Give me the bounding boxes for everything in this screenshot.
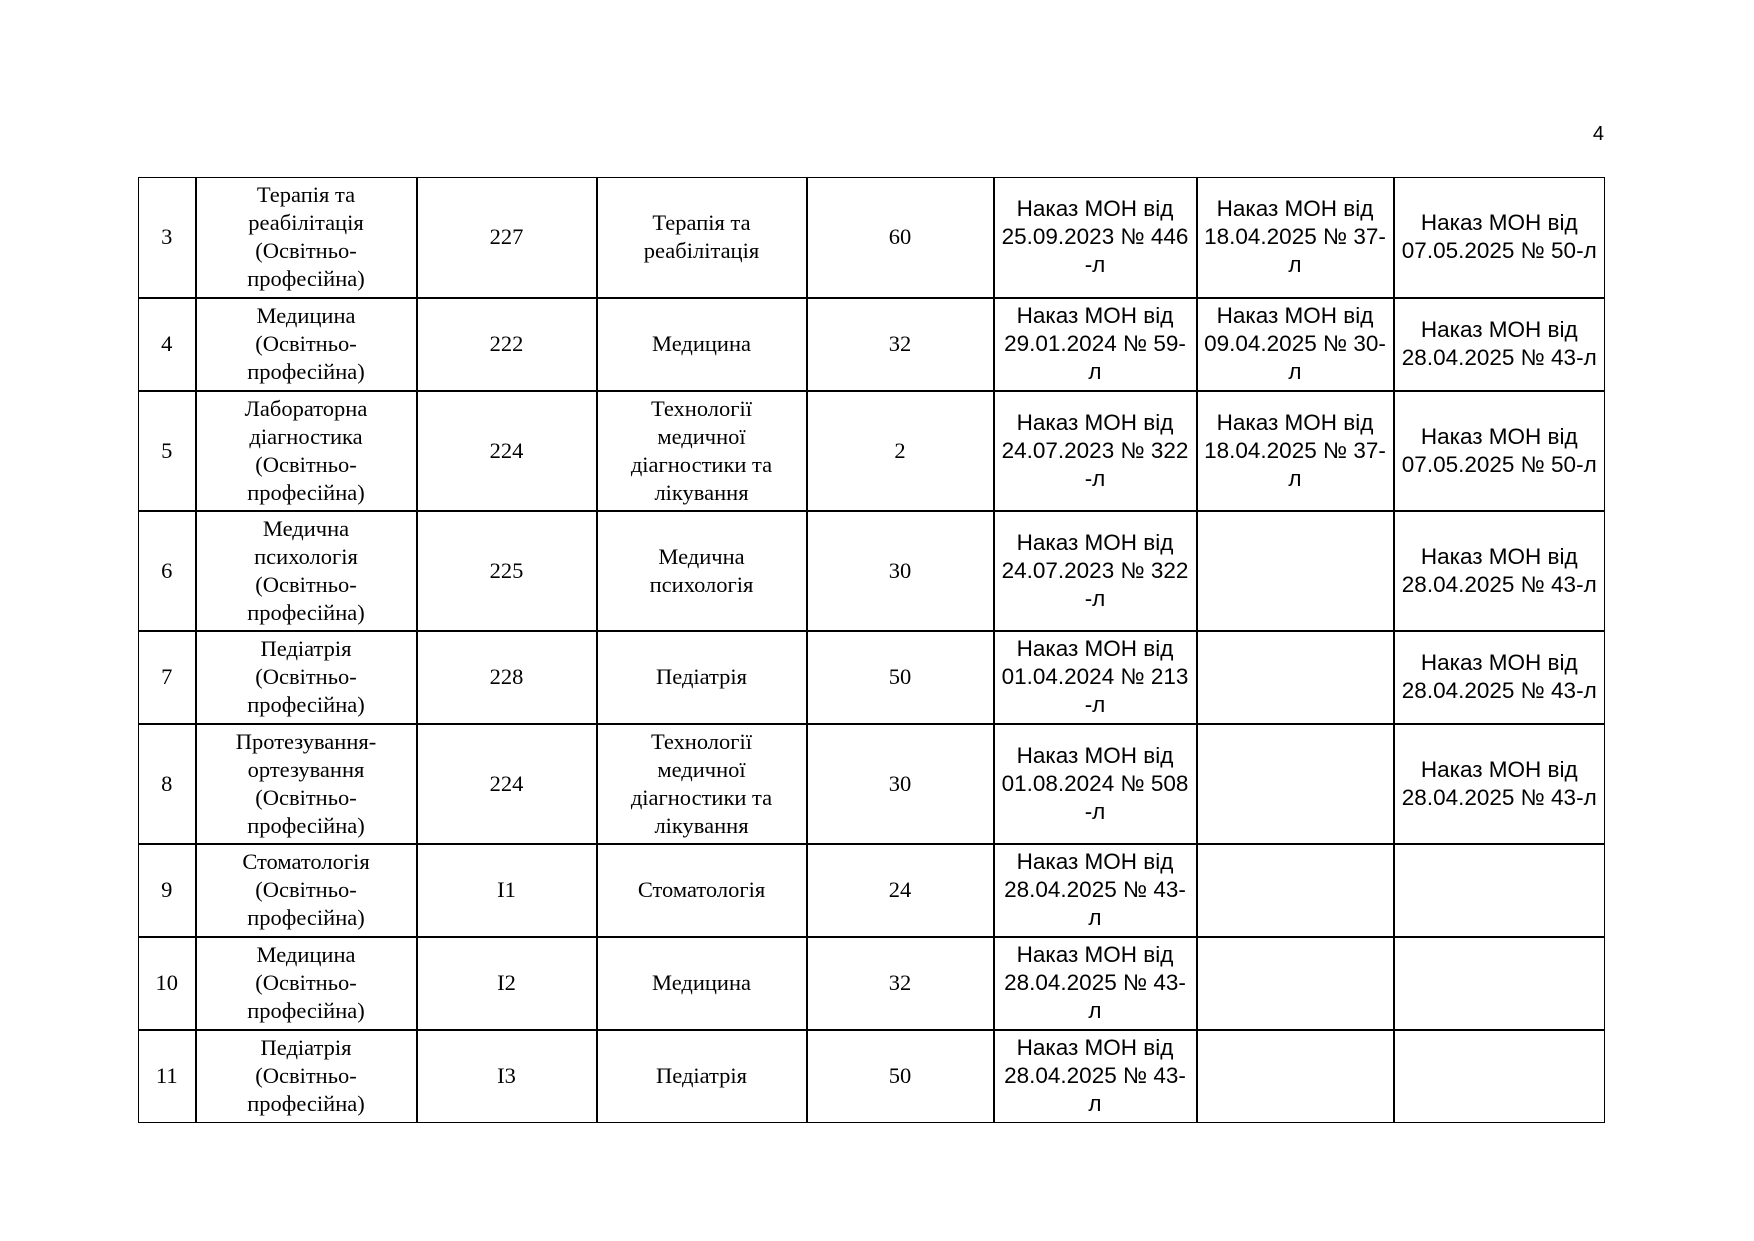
cell-line: 07.05.2025 № 50-л (1401, 451, 1597, 477)
cell-line: Педіатрія (656, 1063, 747, 1089)
cell-line: Стоматологія (637, 877, 766, 902)
cell-order-2 (1197, 1030, 1394, 1123)
cell-line: л (1288, 359, 1302, 384)
cell-specialty-code: I1 (417, 844, 597, 937)
cell-order-3 (1394, 937, 1605, 1030)
cell-line: професійна) (247, 266, 365, 292)
cell-line: (Освітньо- (255, 877, 357, 902)
cell-program-name (196, 511, 417, 631)
cell-order-2 (1197, 178, 1394, 298)
cell-specialty-code: 227 (417, 178, 597, 298)
cell-program-name (196, 937, 417, 1030)
cell-line: -л (1084, 252, 1106, 278)
cell-line: -л (1084, 465, 1106, 491)
cell-line: реабілітація (248, 210, 364, 236)
cell-license-volume: 30 (807, 724, 994, 844)
cell-line: діагностика (249, 423, 363, 449)
cell-line: лікування (654, 812, 749, 838)
cell-line: Медична (262, 515, 350, 541)
table-row (139, 844, 1605, 937)
cell-order-2 (1197, 844, 1394, 937)
cell-order-2 (1197, 631, 1394, 724)
cell-line: діагностики та (630, 451, 773, 477)
cell-line: Медицина (256, 942, 356, 967)
cell-line: 28.04.2025 № 43- (1004, 1063, 1186, 1089)
cell-line: Технології (650, 728, 753, 754)
cell-line: реабілітація (643, 238, 760, 264)
cell-line: Наказ МОН від (1216, 303, 1374, 328)
cell-line: Медицина (652, 970, 751, 995)
cell-line: Педіатрія (656, 664, 747, 689)
cell-line: 28.04.2025 № 43- (1004, 970, 1186, 995)
cell-line: Наказ МОН від (1016, 942, 1174, 967)
cell-order-1 (994, 724, 1197, 844)
cell-line: л (1288, 465, 1302, 491)
cell-line: 28.04.2025 № 43-л (1401, 345, 1597, 370)
cell-row-number: 8 (139, 724, 196, 844)
cell-program-name (196, 1030, 417, 1123)
cell-order-1 (994, 178, 1197, 298)
table-row (139, 724, 1605, 844)
cell-line: л (1088, 359, 1102, 384)
cell-line: 28.04.2025 № 43-л (1401, 571, 1597, 597)
cell-order-1 (994, 844, 1197, 937)
cell-line: (Освітньо- (255, 238, 357, 264)
cell-line: (Освітньо- (255, 664, 357, 689)
cell-specialty-code: 228 (417, 631, 597, 724)
cell-line: 01.08.2024 № 508 (1001, 770, 1189, 796)
cell-line: психологія (649, 571, 754, 597)
cell-line: (Освітньо- (255, 784, 357, 810)
cell-line: (Освітньо- (255, 451, 357, 477)
cell-order-1 (994, 391, 1197, 511)
cell-line: 07.05.2025 № 50-л (1401, 238, 1597, 264)
cell-line: Медицина (652, 331, 751, 356)
cell-specialty-code: 224 (417, 724, 597, 844)
cell-line: 18.04.2025 № 37- (1204, 224, 1386, 250)
programs-table (138, 177, 1605, 1123)
cell-line: Наказ МОН від (1420, 650, 1578, 675)
cell-specialty-code: 224 (417, 391, 597, 511)
cell-specialty-name (597, 391, 807, 511)
cell-specialty-name (597, 178, 807, 298)
cell-specialty-name (597, 631, 807, 724)
table-row (139, 631, 1605, 724)
cell-line: професійна) (247, 479, 365, 505)
cell-line: Технології (650, 395, 753, 421)
cell-line: Наказ МОН від (1016, 303, 1174, 328)
cell-line: медичної (657, 756, 746, 782)
cell-line: (Освітньо- (255, 970, 357, 995)
cell-line: діагностики та (630, 784, 773, 810)
cell-line: Наказ МОН від (1420, 423, 1578, 449)
cell-line: 24.07.2023 № 322 (1001, 557, 1189, 583)
cell-program-name (196, 631, 417, 724)
cell-program-name (196, 298, 417, 391)
cell-row-number: 11 (139, 1030, 196, 1123)
cell-line: Наказ МОН від (1016, 1035, 1174, 1061)
cell-license-volume: 50 (807, 631, 994, 724)
cell-line: професійна) (247, 812, 365, 838)
cell-line: професійна) (247, 599, 365, 625)
cell-order-1 (994, 937, 1197, 1030)
cell-line: Наказ МОН від (1216, 196, 1374, 222)
cell-line: 28.04.2025 № 43-л (1401, 784, 1597, 810)
cell-line: Наказ МОН від (1016, 849, 1174, 874)
cell-order-1 (994, 511, 1197, 631)
cell-row-number: 9 (139, 844, 196, 937)
page-number: 4 (1592, 123, 1604, 145)
cell-line: Медична (658, 543, 745, 569)
cell-line: професійна) (247, 359, 365, 384)
cell-line: (Освітньо- (255, 1063, 357, 1089)
cell-line: лікування (654, 479, 749, 505)
cell-order-3 (1394, 391, 1605, 511)
cell-line: 24.07.2023 № 322 (1001, 437, 1189, 463)
cell-license-volume: 24 (807, 844, 994, 937)
cell-line: Наказ МОН від (1016, 196, 1174, 222)
cell-order-2 (1197, 937, 1394, 1030)
cell-line: Протезування- (235, 728, 377, 754)
cell-program-name (196, 391, 417, 511)
cell-license-volume: 30 (807, 511, 994, 631)
cell-line: професійна) (247, 1091, 365, 1117)
cell-specialty-code: I3 (417, 1030, 597, 1123)
cell-order-3 (1394, 511, 1605, 631)
cell-line: л (1088, 1091, 1102, 1117)
table-row (139, 511, 1605, 631)
cell-specialty-name (597, 511, 807, 631)
cell-license-volume: 50 (807, 1030, 994, 1123)
cell-program-name (196, 844, 417, 937)
cell-order-1 (994, 1030, 1197, 1123)
cell-order-3 (1394, 631, 1605, 724)
cell-specialty-code: 222 (417, 298, 597, 391)
table-row (139, 298, 1605, 391)
cell-line: професійна) (247, 692, 365, 717)
cell-specialty-code: 225 (417, 511, 597, 631)
cell-line: ортезування (247, 756, 365, 782)
cell-line: Наказ МОН від (1420, 756, 1578, 782)
cell-row-number: 3 (139, 178, 196, 298)
cell-line: 28.04.2025 № 43- (1004, 877, 1186, 902)
cell-line: 28.04.2025 № 43-л (1401, 678, 1597, 703)
cell-specialty-name (597, 844, 807, 937)
cell-row-number: 6 (139, 511, 196, 631)
cell-specialty-name (597, 298, 807, 391)
table-row (139, 937, 1605, 1030)
cell-line: Медицина (256, 303, 356, 328)
cell-order-2 (1197, 391, 1394, 511)
cell-line: -л (1084, 692, 1106, 717)
cell-order-3 (1394, 844, 1605, 937)
cell-line: л (1088, 998, 1102, 1023)
cell-line: 01.04.2024 № 213 (1001, 664, 1189, 689)
table-body (139, 178, 1605, 1123)
cell-line: Терапія та (256, 182, 356, 208)
cell-line: 29.01.2024 № 59- (1004, 331, 1186, 356)
cell-program-name (196, 724, 417, 844)
cell-license-volume: 2 (807, 391, 994, 511)
cell-line: Наказ МОН від (1216, 409, 1374, 435)
cell-specialty-name (597, 937, 807, 1030)
cell-line: -л (1084, 585, 1106, 611)
cell-license-volume: 32 (807, 298, 994, 391)
cell-line: (Освітньо- (255, 571, 357, 597)
cell-line: л (1088, 905, 1102, 930)
cell-line: Наказ МОН від (1420, 210, 1578, 236)
cell-order-3 (1394, 178, 1605, 298)
cell-line: Наказ МОН від (1016, 636, 1174, 661)
cell-line: професійна) (247, 905, 365, 930)
cell-order-1 (994, 298, 1197, 391)
cell-line: (Освітньо- (255, 331, 357, 356)
cell-order-3 (1394, 724, 1605, 844)
cell-line: 18.04.2025 № 37- (1204, 437, 1386, 463)
cell-order-1 (994, 631, 1197, 724)
cell-line: -л (1084, 798, 1106, 824)
cell-line: Педіатрія (260, 636, 352, 661)
cell-license-volume: 32 (807, 937, 994, 1030)
table-row (139, 178, 1605, 298)
cell-line: Терапія та (652, 210, 751, 236)
cell-specialty-name (597, 1030, 807, 1123)
cell-line: Педіатрія (260, 1035, 352, 1061)
cell-line: Наказ МОН від (1420, 543, 1578, 569)
cell-specialty-code: I2 (417, 937, 597, 1030)
cell-row-number: 5 (139, 391, 196, 511)
cell-license-volume: 60 (807, 178, 994, 298)
cell-row-number: 10 (139, 937, 196, 1030)
cell-line: Наказ МОН від (1016, 409, 1174, 435)
cell-line: Стоматологія (242, 849, 370, 874)
cell-row-number: 7 (139, 631, 196, 724)
cell-specialty-name (597, 724, 807, 844)
cell-order-2 (1197, 511, 1394, 631)
cell-order-3 (1394, 1030, 1605, 1123)
cell-line: Наказ МОН від (1016, 742, 1174, 768)
cell-line: Наказ МОН від (1016, 529, 1174, 555)
cell-program-name (196, 178, 417, 298)
cell-line: професійна) (247, 998, 365, 1023)
cell-line: л (1288, 252, 1302, 278)
cell-line: Наказ МОН від (1420, 317, 1578, 342)
cell-line: Лабораторна (244, 395, 368, 421)
cell-order-2 (1197, 298, 1394, 391)
cell-line: психологія (254, 543, 358, 569)
cell-line: 25.09.2023 № 446 (1001, 224, 1189, 250)
cell-row-number: 4 (139, 298, 196, 391)
table-row (139, 1030, 1605, 1123)
cell-order-2 (1197, 724, 1394, 844)
cell-line: 09.04.2025 № 30- (1204, 331, 1386, 356)
cell-order-3 (1394, 298, 1605, 391)
cell-line: медичної (657, 423, 746, 449)
table-row (139, 391, 1605, 511)
